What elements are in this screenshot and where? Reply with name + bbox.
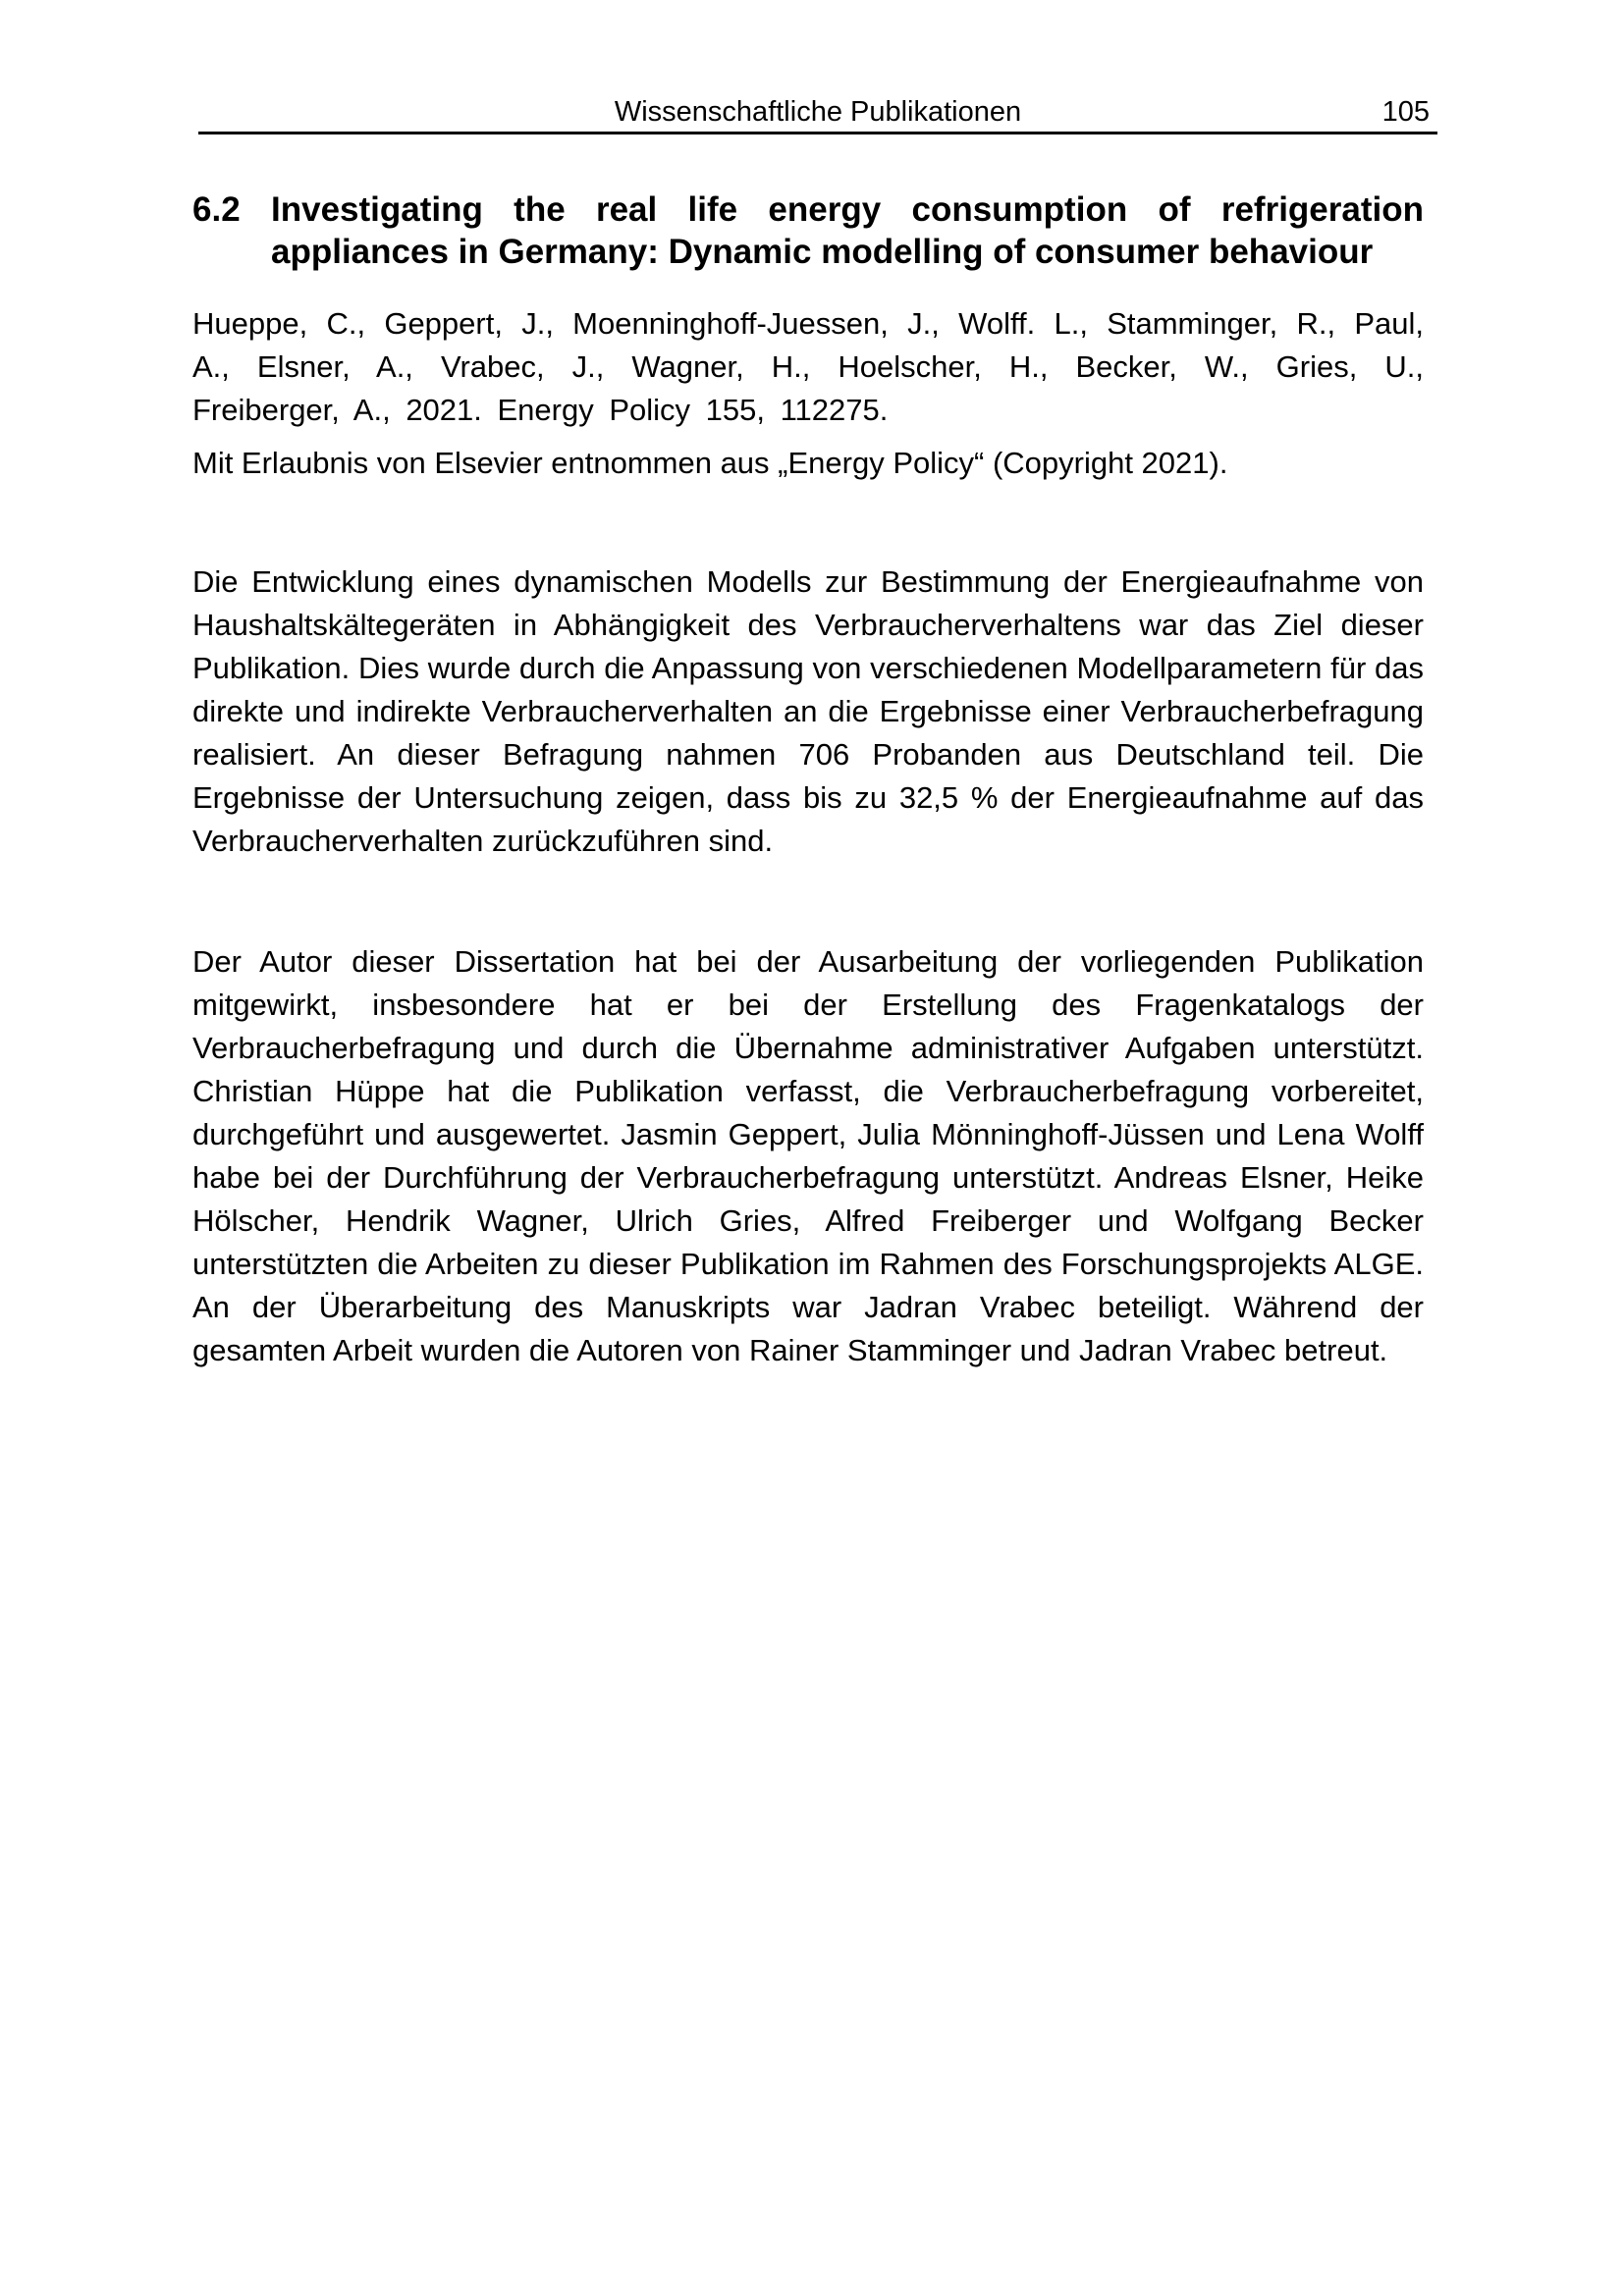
summary-paragraph: Die Entwicklung eines dynamischen Modells zur Bestimmung der Energieaufnahme von Haushaltskältegeräten in Abhängigkeit des Verbraucherverhaltens war das Ziel dieser Publikation. Dies wurde durch die Anpassung von verschiedenen Modellparametern für das direkte und indirekte Verbraucherverhalten an die Ergebnisse einer Verbraucherbefragung realisiert. An dieser Befragung nahmen 706 Probanden aus Deutschland teil. Die Ergebnisse der Untersuchung zeigen, dass bis zu 32,5 % der Energieaufnahme auf das Verbraucherverhalten zurückzuführen sind. xyxy=(192,564,1424,858)
section-title: Investigating the real life energy consumption of refrigeration appliances in Germany: Dynamic modelling of consumer behaviour xyxy=(271,190,1424,271)
citation-authors: Hueppe, C., Geppert, J., Moenninghoff-Juessen, J., Wolff. L., Stamminger, R., Paul, A., Elsner, A., Vrabec, J., Wagner, H., Hoelscher, H., Becker, W., Gries, U., Freiberger, A., 2021. Energy Policy 155, 112275. xyxy=(192,306,1424,427)
section-number: 6.2 xyxy=(192,190,241,229)
page-content xyxy=(192,188,1424,1372)
section-heading xyxy=(192,188,1424,273)
running-header xyxy=(198,92,1437,134)
copyright-permission: Mit Erlaubnis von Elsevier entnommen aus „Energy Policy“ (Copyright 2021). xyxy=(192,446,1228,480)
header-title: Wissenschaftliche Publikationen xyxy=(614,96,1022,128)
page-number: 105 xyxy=(1381,96,1430,128)
contribution-paragraph: Der Autor dieser Dissertation hat bei der Ausarbeitung der vorliegenden Publikation mitgewirkt, insbesondere hat er bei der Erstellung des Fragenkatalogs der Verbraucherbefragung und durch die Übernahme administrativer Aufgaben unterstützt. Christian Hüppe hat die Publikation verfasst, die Verbraucherbefragung vorbereitet, durchgeführt und ausgewertet. Jasmin Geppert, Julia Mönninghoff-Jüssen und Lena Wolff habe bei der Durchführung der Verbraucherbefragung unterstützt. Andreas Elsner, Heike Hölscher, Hendrik Wagner, Ulrich Gries, Alfred Freiberger und Wolfgang Becker unterstützten die Arbeiten zu dieser Publikation im Rahmen des Forschungsprojekts ALGE. An der Überarbeitung des Manuskripts war Jadran Vrabec beteiligt. Während der gesamten Arbeit wurden die Autoren von Rainer Stamminger und Jadran Vrabec betreut. xyxy=(192,944,1424,1367)
